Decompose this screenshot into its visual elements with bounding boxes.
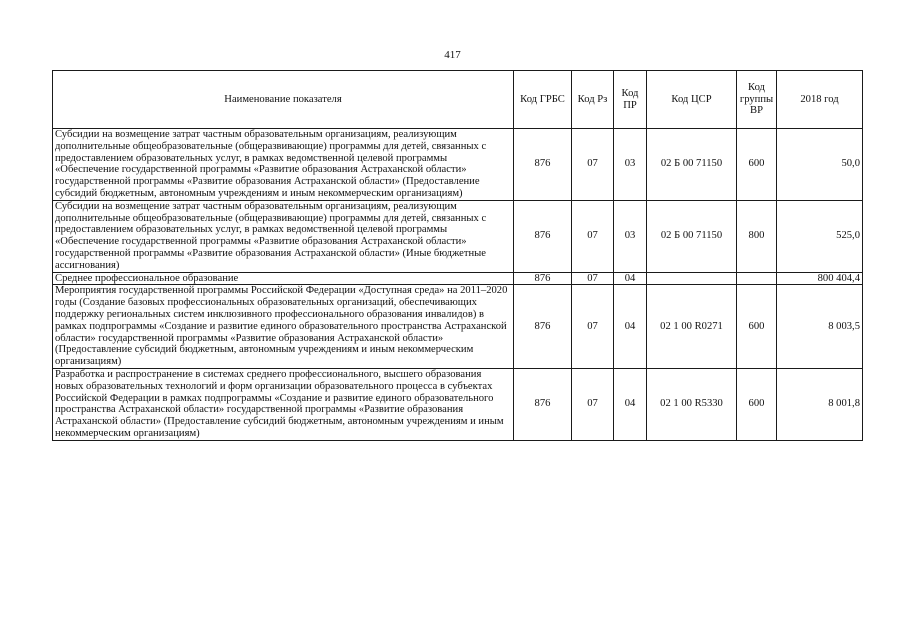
table-row <box>53 272 863 285</box>
row-rz: 07 <box>572 285 614 369</box>
header-name: Наименование показателя <box>53 71 514 129</box>
row-grbs: 876 <box>514 129 572 201</box>
row-rz: 07 <box>572 200 614 272</box>
row-grbs: 876 <box>514 285 572 369</box>
table-row <box>53 285 863 369</box>
header-rz: Код Рз <box>572 71 614 129</box>
row-amount: 525,0 <box>777 200 863 272</box>
row-pr: 04 <box>614 368 647 440</box>
row-grbs: 876 <box>514 368 572 440</box>
row-rz: 07 <box>572 129 614 201</box>
header-vr: Код группы ВР <box>737 71 777 129</box>
row-amount: 8 003,5 <box>777 285 863 369</box>
table-row <box>53 368 863 440</box>
budget-table <box>52 70 863 441</box>
row-name: Среднее профессиональное образование <box>53 272 514 285</box>
row-csr: 02 Б 00 71150 <box>647 129 737 201</box>
row-pr: 04 <box>614 272 647 285</box>
row-name: Разработка и распространение в системах среднего профессионального, высшего образования новых образовательных технологий и форм организации образовательного процесса в субъектах Российской Федерации в рамках подпрограммы «Создание и развитие единого образовательного пространства Астраханской области» государственной программы «Развитие образования Астраханской области» (Предоставление субсидий бюджетным, автономным учреждениям и иным некоммерческим организациям) <box>53 368 514 440</box>
row-vr <box>737 272 777 285</box>
row-pr: 03 <box>614 200 647 272</box>
row-amount: 50,0 <box>777 129 863 201</box>
header-year: 2018 год <box>777 71 863 129</box>
row-rz: 07 <box>572 368 614 440</box>
header-grbs: Код ГРБС <box>514 71 572 129</box>
row-vr: 800 <box>737 200 777 272</box>
row-vr: 600 <box>737 129 777 201</box>
row-rz: 07 <box>572 272 614 285</box>
table-row <box>53 200 863 272</box>
row-name: Субсидии на возмещение затрат частным образовательным организациям, реализующим дополнительные общеобразовательные (общеразвивающие) программы для детей, связанных с предоставлением образовательных услуг, в рамках ведомственной целевой программы «Обеспечение государственной программы «Развитие образования Астраханской области» государственной программы «Развитие образования Астраханской области» (Иные бюджетные ассигнования) <box>53 200 514 272</box>
row-pr: 03 <box>614 129 647 201</box>
page-number: 417 <box>444 49 461 61</box>
row-csr: 02 1 00 R0271 <box>647 285 737 369</box>
header-csr: Код ЦСР <box>647 71 737 129</box>
row-vr: 600 <box>737 285 777 369</box>
table-row <box>53 129 863 201</box>
row-amount: 8 001,8 <box>777 368 863 440</box>
row-amount: 800 404,4 <box>777 272 863 285</box>
row-pr: 04 <box>614 285 647 369</box>
row-name: Субсидии на возмещение затрат частным образовательным организациям, реализующим дополнительные общеобразовательные (общеразвивающие) программы для детей, связанных с предоставлением образовательных услуг, в рамках ведомственной целевой программы «Обеспечение государственной программы «Развитие образования Астраханской области» государственной программы «Развитие образования Астраханской области» (Предоставление субсидий бюджетным, автономным учреждениям и иным некоммерческим организациям) <box>53 129 514 201</box>
row-name: Мероприятия государственной программы Российской Федерации «Доступная среда» на 2011–2020 годы (Создание базовых профессиональных образовательных организаций, обеспечивающих поддержку региональных систем инклюзивного профессионального образования инвалидов) в рамках подпрограммы «Создание и развитие единого образовательного пространства Астраханской области» государственной программы «Развитие образования Астраханской области» (Предоставление субсидий бюджетным, автономным учреждениям и иным некоммерческим организациям) <box>53 285 514 369</box>
row-csr <box>647 272 737 285</box>
header-pr: Код ПР <box>614 71 647 129</box>
row-grbs: 876 <box>514 272 572 285</box>
table-header-row <box>53 71 863 129</box>
row-csr: 02 Б 00 71150 <box>647 200 737 272</box>
row-grbs: 876 <box>514 200 572 272</box>
row-vr: 600 <box>737 368 777 440</box>
row-csr: 02 1 00 R5330 <box>647 368 737 440</box>
